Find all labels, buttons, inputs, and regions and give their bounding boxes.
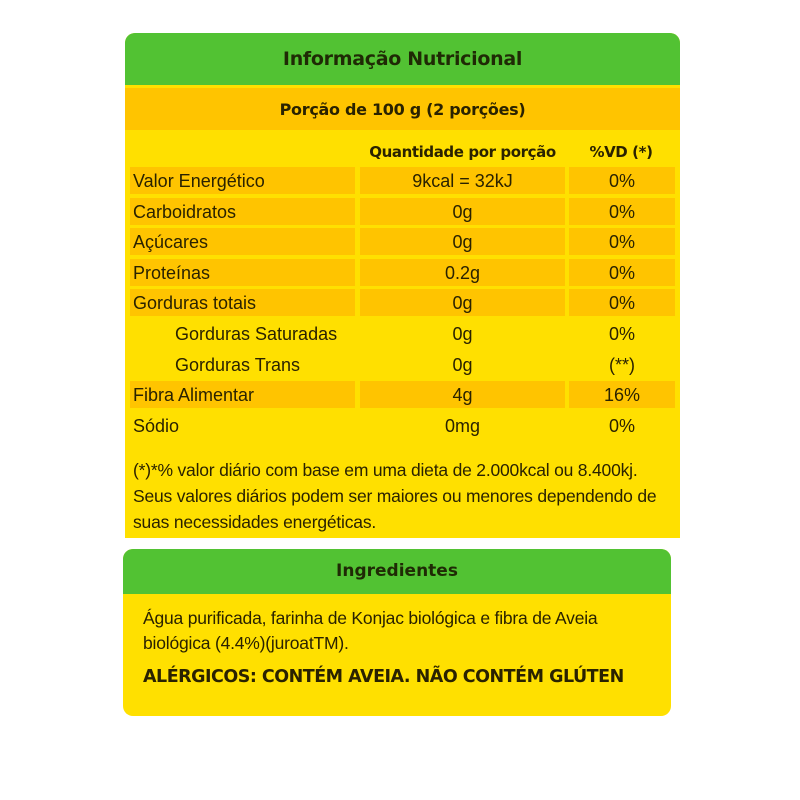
nutrient-quantity: 0g	[452, 354, 473, 375]
nutrient-quantity: 0mg	[444, 415, 480, 436]
nutrient-name: Gorduras Saturadas	[175, 323, 338, 344]
column-headers	[125, 133, 680, 167]
serving-size: Porção de 100 g (2 porções)	[125, 85, 680, 133]
nutrient-daily-value: 0%	[608, 415, 635, 436]
nutrient-name: Sódio	[133, 415, 180, 436]
nutrient-daily-value: 0%	[569, 198, 675, 225]
nutrient-name: Valor Energético	[130, 167, 355, 194]
nutrient-row-sugars	[125, 228, 680, 255]
nutrient-name: Fibra Alimentar	[130, 381, 355, 408]
nutrient-name: Carboidratos	[130, 198, 355, 225]
nutrient-daily-value: 0%	[608, 323, 635, 344]
nutrient-daily-value: 0%	[569, 167, 675, 194]
nutrient-row-sodium	[125, 412, 680, 439]
nutrient-row-trans-fat	[125, 351, 680, 378]
nutrient-daily-value: (**)	[609, 354, 635, 375]
nutrient-name: Açúcares	[130, 228, 355, 255]
allergen-warning: ALÉRGICOS: CONTÉM AVEIA. NÃO CONTÉM GLÚTEN	[143, 667, 624, 687]
nutrient-quantity: 0g	[452, 323, 473, 344]
ingredients-panel	[123, 549, 671, 716]
nutrient-row-total-fat	[125, 289, 680, 316]
nutrient-row-energy	[125, 167, 680, 194]
nutrient-quantity: 0g	[360, 198, 565, 225]
ingredients-title: Ingredientes	[123, 549, 671, 594]
nutrient-row-carbohydrates	[125, 198, 680, 225]
nutrient-quantity: 0.2g	[360, 259, 565, 286]
nutrient-quantity: 0g	[360, 289, 565, 316]
nutrient-name: Proteínas	[130, 259, 355, 286]
nutrient-row-fiber	[125, 381, 680, 408]
quantity-column-header: Quantidade por porção	[369, 143, 556, 161]
nutrient-daily-value: 0%	[569, 289, 675, 316]
nutrient-quantity: 9kcal = 32kJ	[360, 167, 565, 194]
ingredients-list: Água purificada, farinha de Konjac biológica e fibra de Aveia biológica (4.4%)(juroatTM).	[143, 608, 598, 653]
nutrient-name: Gorduras totais	[130, 289, 355, 316]
nutrient-daily-value: 0%	[569, 228, 675, 255]
nutrition-title: Informação Nutricional	[125, 33, 680, 85]
nutrient-row-proteins	[125, 259, 680, 286]
nutrient-name: Gorduras Trans	[175, 354, 301, 375]
nutrient-daily-value: 0%	[569, 259, 675, 286]
nutrient-daily-value: 16%	[569, 381, 675, 408]
nutrient-row-saturated-fat	[125, 320, 680, 347]
daily-value-footnote: (*)*% valor diário com base em uma dieta de 2.000kcal ou 8.400kj. Seus valores diários podem ser maiores ou menores dependendo de suas necessidades energéticas.	[133, 460, 657, 532]
nutrient-quantity: 4g	[360, 381, 565, 408]
nutrition-facts-panel	[125, 33, 680, 538]
daily-value-column-header: %VD (*)	[589, 143, 653, 161]
nutrient-quantity: 0g	[360, 228, 565, 255]
